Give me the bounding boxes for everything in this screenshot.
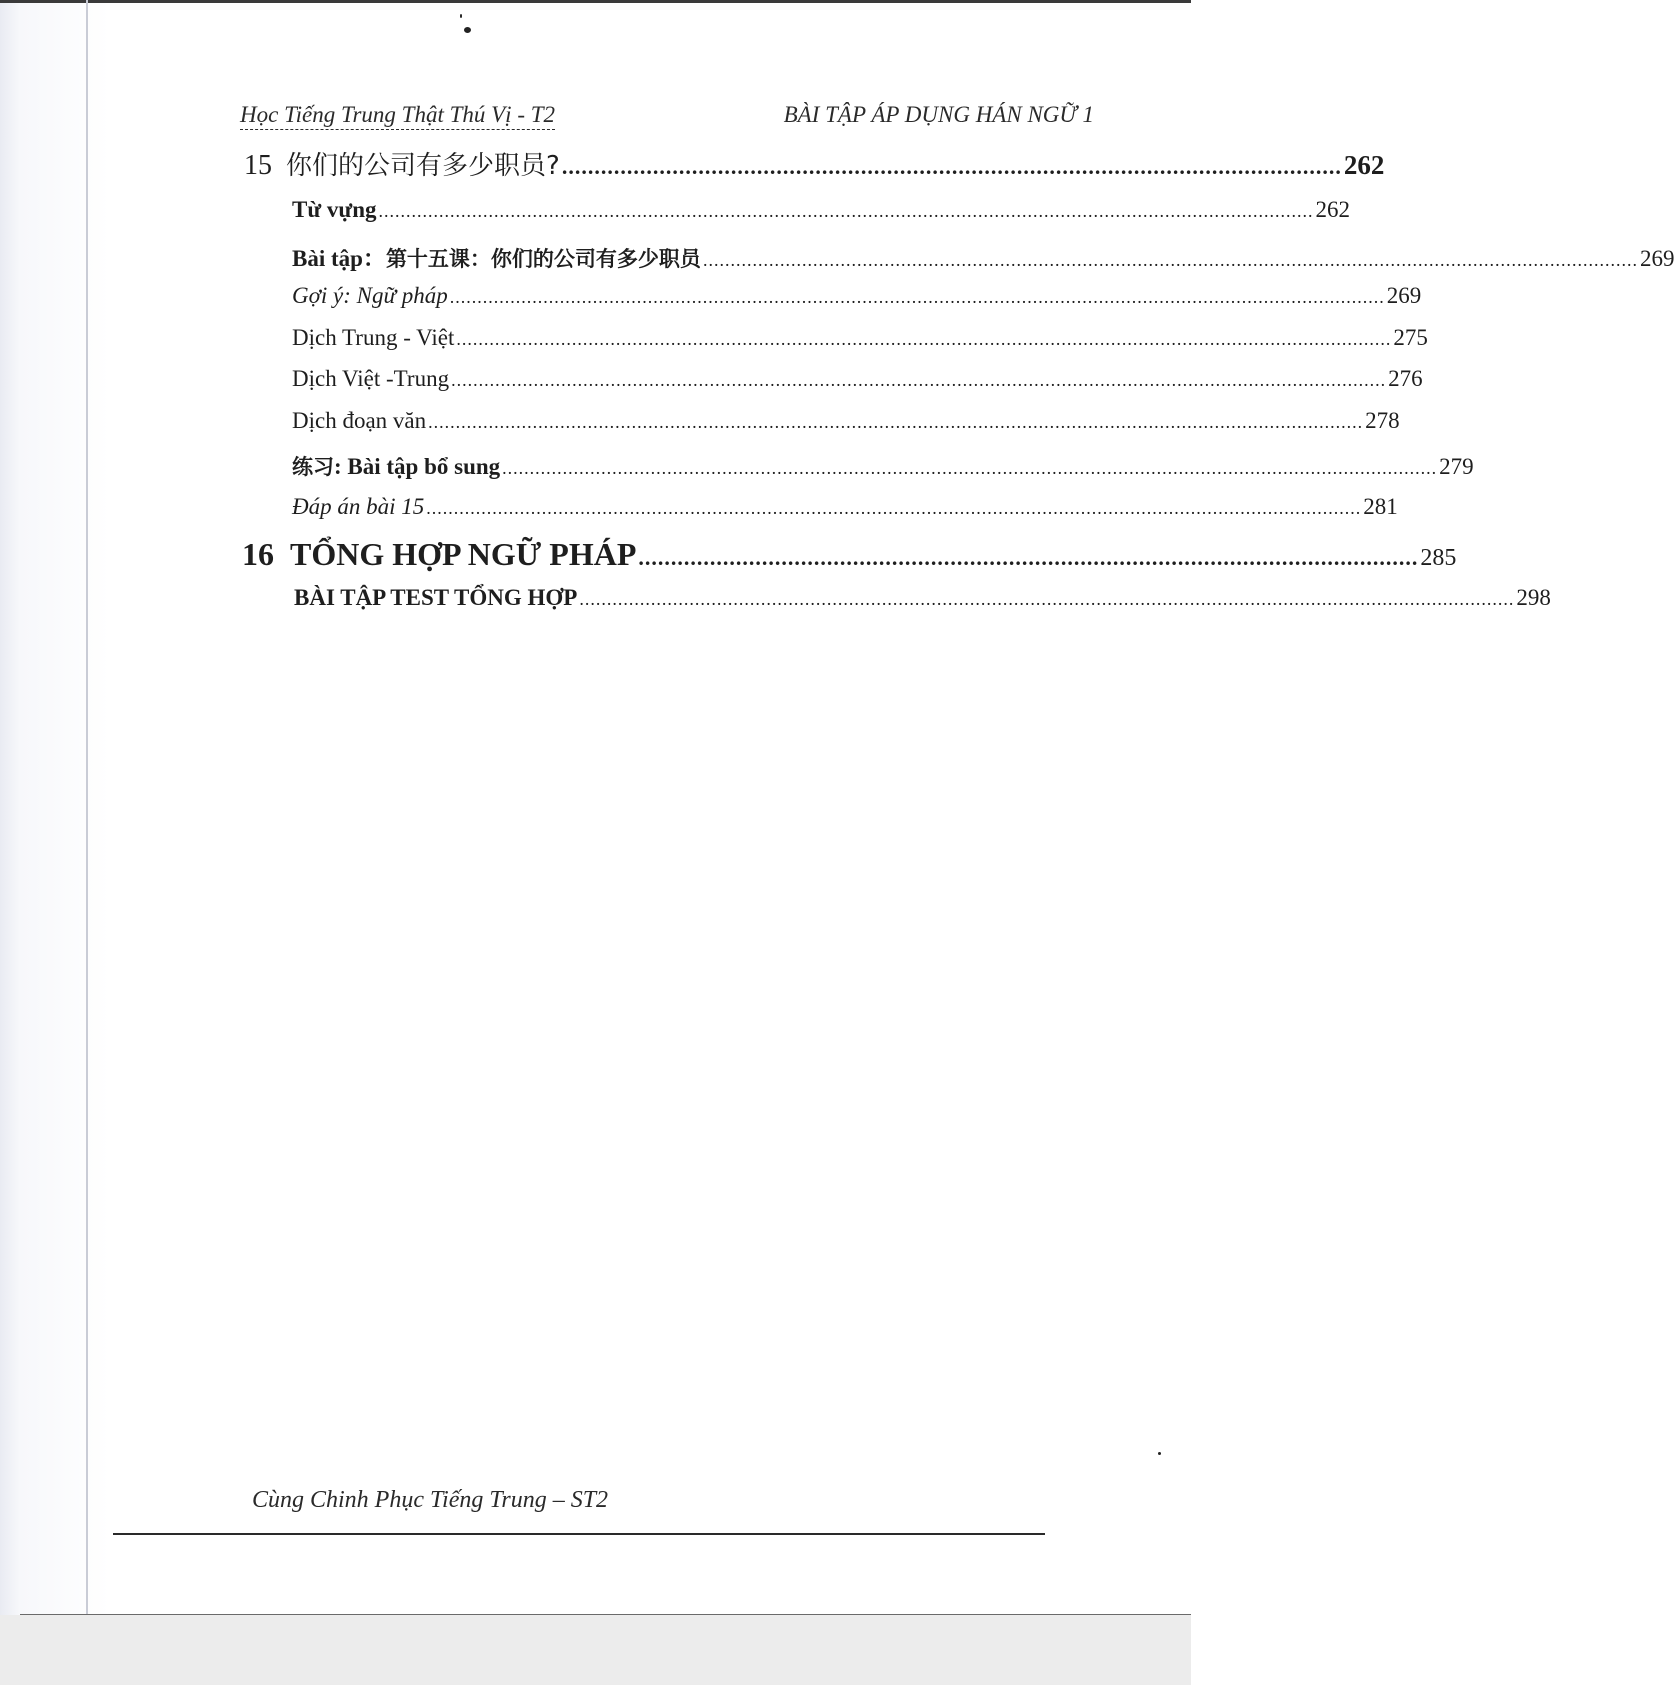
page-number: 262 [1315, 197, 1350, 222]
page-number: 269 [1639, 246, 1674, 271]
toc-item-bai-tap[interactable] [292, 240, 1674, 273]
toc-item-tu-vung[interactable] [292, 197, 1350, 223]
toc-item-dich-viet-trung[interactable] [292, 366, 1423, 392]
chapter-title: 你们的公司有多少职员? [286, 151, 560, 181]
item-label: Gợi ý: Ngữ pháp [292, 283, 448, 308]
toc-item-dich-doan-van[interactable] [292, 408, 1400, 434]
leader-dots: .......................................................................................................................................................................... [451, 370, 1387, 390]
leader-dots: .......................................................................................................................................................................... [426, 498, 1362, 518]
item-label: Dịch đoạn văn [292, 408, 427, 433]
page-number: 262 [1343, 150, 1385, 180]
toc-item-goi-y[interactable] [292, 283, 1422, 309]
leader-dots: .......................................................................................................................................................................... [502, 458, 1438, 478]
page-number: 278 [1365, 408, 1400, 433]
leader-dots: .......................................................................................................................................................................... [579, 589, 1515, 609]
toc-chapter-15[interactable] [244, 145, 1385, 182]
scan-speck [464, 27, 471, 33]
scanner-background [0, 1615, 1191, 1685]
toc-item-bai-tap-test[interactable] [294, 585, 1551, 611]
toc-item-dap-an[interactable] [292, 494, 1398, 520]
running-header-left: Học Tiếng Trung Thật Thú Vị - T2 [240, 102, 555, 130]
leader-dots: .......................................................................................................................................................................... [428, 412, 1364, 432]
item-label-prefix: Bài tập： [292, 246, 386, 271]
page-number: 276 [1388, 366, 1423, 391]
item-label: Đáp án bài 15 [292, 494, 425, 519]
page-number: 275 [1393, 325, 1428, 350]
toc-chapter-16[interactable] [242, 536, 1457, 573]
page-number: 298 [1516, 585, 1551, 610]
item-label-hanzi: 练习 [292, 455, 334, 479]
footer-rule [113, 1533, 1045, 1535]
scan-speck [1158, 1452, 1161, 1455]
chapter-number: 16 [242, 536, 274, 572]
toc-item-dich-trung-viet[interactable] [292, 325, 1428, 351]
toc-item-bai-tap-bo-sung[interactable] [292, 451, 1474, 481]
binding-gutter [86, 0, 88, 1630]
item-label-hanzi: 第十五课：你们的公司有多少职员 [385, 247, 701, 271]
chapter-title: TỔNG HỢP NGỮ PHÁP [290, 536, 637, 572]
page-number: 285 [1420, 545, 1457, 571]
leader-dots: ........................................................................................................................ [638, 545, 1419, 570]
item-label-suffix: : Bài tập bổ sung [334, 454, 501, 479]
top-border [0, 0, 1191, 3]
page-number: 281 [1363, 494, 1398, 519]
leader-dots: .......................................................................................................................................................................... [378, 201, 1314, 221]
leader-dots: .......................................................................................................................................................................... [702, 250, 1638, 270]
item-label: BÀI TẬP TEST TỔNG HỢP [294, 585, 578, 610]
leader-dots: .......................................................................................................................................................................... [456, 329, 1392, 349]
footer-title: Cùng Chinh Phục Tiếng Trung – ST2 [252, 1487, 609, 1513]
leader-dots: .......................................................................................................................................................................... [449, 287, 1385, 307]
chapter-number: 15 [244, 150, 272, 181]
scan-speck [460, 14, 462, 18]
page-number: 269 [1386, 283, 1422, 308]
item-label: Dịch Trung - Việt [292, 325, 455, 350]
leader-dots: ........................................................................................................................ [561, 154, 1342, 179]
item-label: Dịch Việt -Trung [292, 366, 450, 391]
item-label: Từ vựng [292, 197, 377, 222]
page-number: 279 [1439, 454, 1474, 479]
running-header-right: BÀI TẬP ÁP DỤNG HÁN NGỮ 1 [783, 102, 1094, 127]
